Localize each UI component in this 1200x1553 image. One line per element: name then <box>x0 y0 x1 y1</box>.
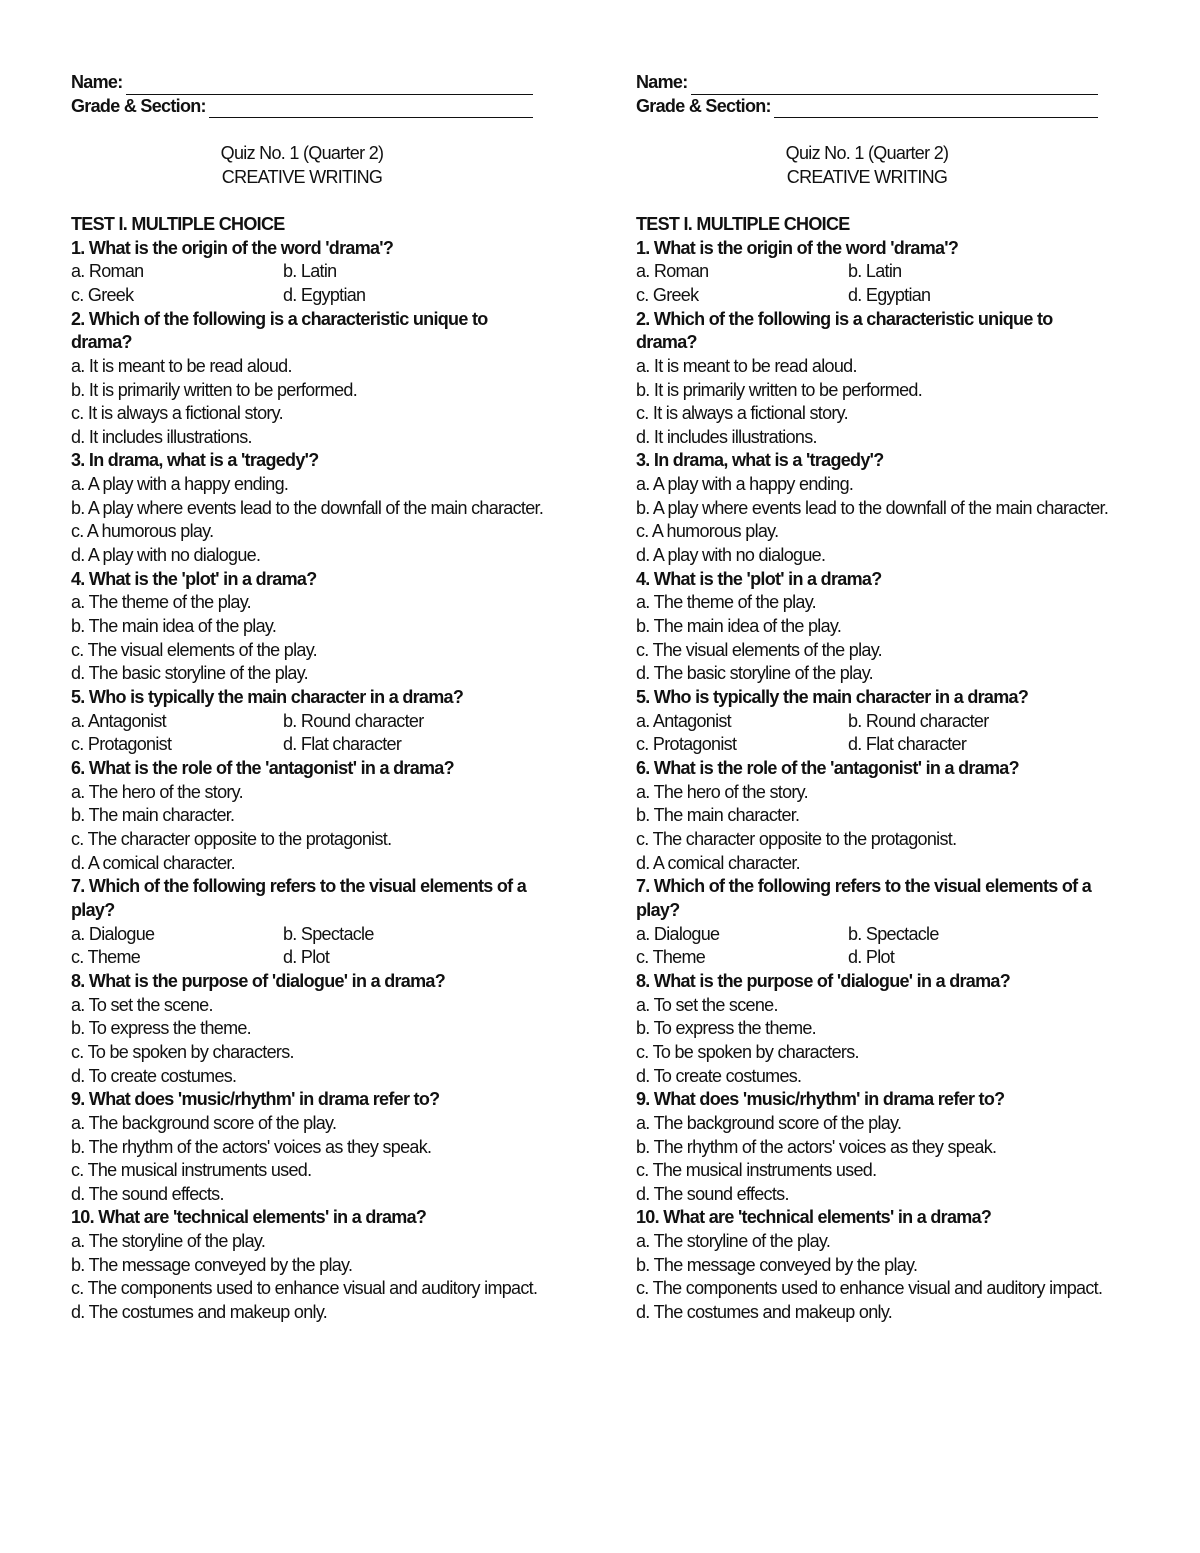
option-d: d. Flat character <box>848 734 967 755</box>
question-9: 9. What does 'music/rhythm' in drama refer to? <box>636 1089 1005 1110</box>
option-a: a. The background score of the play. <box>636 1112 902 1133</box>
option-b: b. Latin <box>848 261 902 282</box>
option-a: a. It is meant to be read aloud. <box>71 355 292 376</box>
option-b: b. The message conveyed by the play. <box>71 1254 353 1275</box>
option-d: d. The sound effects. <box>71 1183 224 1204</box>
option-c: c. To be spoken by characters. <box>636 1041 859 1062</box>
question-5: 5. Who is typically the main character in a drama? <box>636 687 1029 708</box>
grade-section-row <box>71 95 533 119</box>
option-b: b. The rhythm of the actors' voices as they speak. <box>636 1136 997 1157</box>
question-1: 1. What is the origin of the word 'drama'? <box>71 237 394 258</box>
option-b: b. Spectacle <box>283 923 374 944</box>
option-a: a. It is meant to be read aloud. <box>636 355 857 376</box>
question-5: 5. Who is typically the main character in a drama? <box>71 687 464 708</box>
option-d: d. It includes illustrations. <box>71 426 252 447</box>
option-b: b. It is primarily written to be performed. <box>71 379 358 400</box>
option-c: c. A humorous play. <box>71 521 214 542</box>
option-a: a. The storyline of the play. <box>636 1231 831 1252</box>
option-d: d. To create costumes. <box>636 1065 802 1086</box>
question-6: 6. What is the role of the 'antagonist' in a drama? <box>71 758 454 778</box>
option-a: a. To set the scene. <box>636 994 778 1015</box>
option-c: c. Theme <box>636 947 706 968</box>
grade-section-label: Grade & Section: <box>636 95 771 116</box>
option-d: d. A comical character. <box>636 852 800 873</box>
options-row <box>636 733 1098 757</box>
quiz-copy-left <box>71 71 544 1325</box>
options-row <box>71 710 533 734</box>
option-b: b. To express the theme. <box>636 1018 816 1039</box>
grade-section-label: Grade & Section: <box>71 95 206 116</box>
question-8: 8. What is the purpose of 'dialogue' in a drama? <box>71 970 446 991</box>
options-row <box>636 923 1098 947</box>
options-row <box>71 733 533 757</box>
question-7-line-2: play? <box>636 899 680 920</box>
options-row <box>71 923 533 947</box>
option-b: b. A play where events lead to the downfall of the main character. <box>636 497 1109 518</box>
option-d: d. The costumes and makeup only. <box>636 1302 893 1323</box>
grade-section-blank-line <box>774 100 1098 118</box>
name-row <box>636 71 1098 95</box>
option-a: a. Antagonist <box>636 710 731 731</box>
options-row <box>71 260 533 284</box>
option-b: b. It is primarily written to be performed. <box>636 379 923 400</box>
option-a: a. Dialogue <box>636 923 720 944</box>
option-d: d. To create costumes. <box>71 1065 237 1086</box>
question-10: 10. What are 'technical elements' in a drama? <box>71 1207 427 1228</box>
question-7-line-1: 7. Which of the following refers to the visual elements of a <box>636 876 1092 897</box>
test-heading: TEST I. MULTIPLE CHOICE <box>636 213 850 234</box>
option-b: b. Latin <box>283 261 337 282</box>
question-2: 2. Which of the following is a characteristic unique to drama? <box>71 308 488 353</box>
question-1: 1. What is the origin of the word 'drama'? <box>636 237 959 258</box>
option-c: c. Greek <box>71 284 134 305</box>
option-c: c. The musical instruments used. <box>636 1160 877 1181</box>
question-2: 2. Which of the following is a characteristic unique to drama? <box>636 308 1053 353</box>
option-c: c. Protagonist <box>636 734 737 755</box>
option-c: c. Theme <box>71 947 141 968</box>
option-a: a. The theme of the play. <box>71 592 251 613</box>
option-d: d. It includes illustrations. <box>636 426 817 447</box>
option-c: c. The visual elements of the play. <box>71 639 317 660</box>
option-c: c. Greek <box>636 284 699 305</box>
option-a: a. Dialogue <box>71 923 155 944</box>
question-4: 4. What is the 'plot' in a drama? <box>636 568 882 589</box>
question-8: 8. What is the purpose of 'dialogue' in a drama? <box>636 970 1011 991</box>
option-b: b. The main character. <box>636 805 800 826</box>
question-10: 10. What are 'technical elements' in a drama? <box>636 1207 992 1228</box>
grade-section-row <box>636 95 1098 119</box>
option-a: a. A play with a happy ending. <box>636 474 854 495</box>
option-d: d. The costumes and makeup only. <box>71 1302 328 1323</box>
option-a: a. Antagonist <box>71 710 166 731</box>
option-a: a. The hero of the story. <box>71 781 243 802</box>
name-blank-line <box>691 77 1098 95</box>
options-row <box>71 284 533 308</box>
test-heading: TEST I. MULTIPLE CHOICE <box>71 213 285 234</box>
quiz-title: Quiz No. 1 (Quarter 2) <box>220 142 384 163</box>
options-row <box>636 946 1098 970</box>
option-d: d. A comical character. <box>71 852 235 873</box>
subject-title: CREATIVE WRITING <box>786 166 948 187</box>
option-d: d. Plot <box>848 947 895 968</box>
options-row <box>636 260 1098 284</box>
option-a: a. A play with a happy ending. <box>71 474 289 495</box>
option-d: d. The basic storyline of the play. <box>71 663 308 684</box>
options-row <box>636 284 1098 308</box>
option-d: d. A play with no dialogue. <box>71 545 261 566</box>
option-c: c. The components used to enhance visual and auditory impact. <box>636 1278 1103 1299</box>
option-d: d. Flat character <box>283 734 402 755</box>
quiz-title: Quiz No. 1 (Quarter 2) <box>785 142 949 163</box>
option-c: c. To be spoken by characters. <box>71 1041 294 1062</box>
option-b: b. Round character <box>283 710 424 731</box>
name-blank-line <box>126 77 533 95</box>
option-a: a. The hero of the story. <box>636 781 808 802</box>
option-a: a. Roman <box>636 261 709 282</box>
option-c: c. The character opposite to the protagonist. <box>71 828 392 849</box>
grade-section-blank-line <box>209 100 533 118</box>
option-c: c. The character opposite to the protagonist. <box>636 828 957 849</box>
option-a: a. The storyline of the play. <box>71 1231 266 1252</box>
option-b: b. The main idea of the play. <box>636 616 842 637</box>
question-7-line-1: 7. Which of the following refers to the visual elements of a <box>71 876 527 897</box>
option-a: a. Roman <box>71 261 144 282</box>
option-d: d. The basic storyline of the play. <box>636 663 873 684</box>
name-label: Name: <box>71 72 123 92</box>
question-7-line-2: play? <box>71 899 115 920</box>
option-d: d. The sound effects. <box>636 1183 789 1204</box>
option-c: c. It is always a fictional story. <box>636 403 848 424</box>
option-a: a. To set the scene. <box>71 994 213 1015</box>
option-b: b. The message conveyed by the play. <box>636 1254 918 1275</box>
option-a: a. The theme of the play. <box>636 592 816 613</box>
option-b: b. Round character <box>848 710 989 731</box>
options-row <box>636 710 1098 734</box>
option-c: c. It is always a fictional story. <box>71 403 283 424</box>
question-3: 3. In drama, what is a 'tragedy'? <box>636 450 884 471</box>
name-row <box>71 71 533 95</box>
option-b: b. The rhythm of the actors' voices as they speak. <box>71 1136 432 1157</box>
option-b: b. The main idea of the play. <box>71 616 277 637</box>
option-b: b. To express the theme. <box>71 1018 251 1039</box>
name-label: Name: <box>636 72 688 92</box>
option-d: d. A play with no dialogue. <box>636 545 826 566</box>
question-9: 9. What does 'music/rhythm' in drama refer to? <box>71 1089 440 1110</box>
option-b: b. A play where events lead to the downfall of the main character. <box>71 497 544 518</box>
question-3: 3. In drama, what is a 'tragedy'? <box>71 450 319 471</box>
quiz-copy-right <box>636 71 1109 1325</box>
question-4: 4. What is the 'plot' in a drama? <box>71 568 317 589</box>
options-row <box>71 946 533 970</box>
option-c: c. Protagonist <box>71 734 172 755</box>
question-6: 6. What is the role of the 'antagonist' in a drama? <box>636 758 1019 778</box>
option-a: a. The background score of the play. <box>71 1112 337 1133</box>
option-b: b. Spectacle <box>848 923 939 944</box>
option-d: d. Plot <box>283 947 330 968</box>
option-d: d. Egyptian <box>283 284 366 305</box>
option-b: b. The main character. <box>71 805 235 826</box>
option-c: c. The musical instruments used. <box>71 1160 312 1181</box>
subject-title: CREATIVE WRITING <box>221 166 383 187</box>
option-c: c. The visual elements of the play. <box>636 639 882 660</box>
option-c: c. A humorous play. <box>636 521 779 542</box>
option-c: c. The components used to enhance visual and auditory impact. <box>71 1278 538 1299</box>
option-d: d. Egyptian <box>848 284 931 305</box>
